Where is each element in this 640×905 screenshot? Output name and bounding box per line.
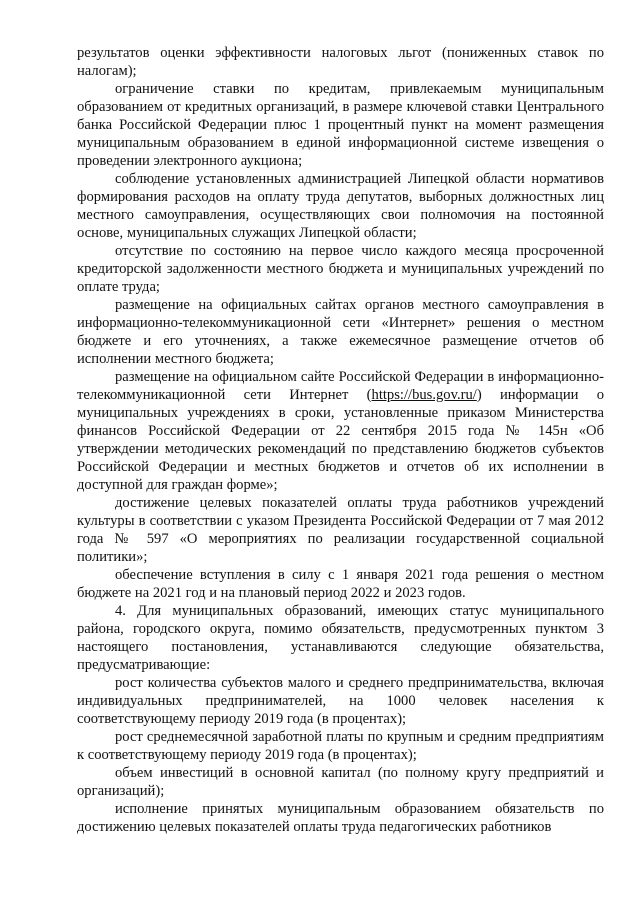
paragraph-small-business-growth: рост количества субъектов малого и среднего предпринимательства, включая индивидуальных предпринимателей, на 1000 человек населения к соответствующему периоду 2019 года (в процентах); <box>77 675 604 727</box>
paragraph-budget-effective-date: обеспечение вступления в силу с 1 января 2021 года решения о местном бюджете на 2021 год и на плановый период 2022 и 2023 годов. <box>77 567 604 601</box>
paragraph-text-after-link: ) информации о муниципальных учреждениях в сроки, установленные приказом Министерства финансов Российской Федерации от 22 сентября 2015 года № 145н «Об утверждении методических рекомендаций по представлению бюджетов субъектов Российской Федерации и местных бюджетов и отчетов об их исполнении в доступной для граждан форме»; <box>77 387 605 493</box>
paragraph-no-overdue-debt: отсутствие по состоянию на первое число каждого месяца просроченной кредиторской задолженности местного бюджета и муниципальных учреждений по оплате труда; <box>77 243 604 295</box>
paragraph-section-4-intro: 4. Для муниципальных образований, имеющих статус муниципального района, городского округа, помимо обязательств, предусмотренных пунктом 3 настоящего постановления, устанавливаются следующие обязательства, предусматривающие: <box>77 603 604 673</box>
paragraph-continuation: результатов оценки эффективности налоговых льгот (пониженных ставок по налогам); <box>77 45 604 79</box>
paragraph-bus-gov-publication <box>77 368 604 494</box>
paragraph-budget-publication: размещение на официальных сайтах органов местного самоуправления в информационно-телекоммуникационной сети «Интернет» решения о местном бюджете и его уточнениях, а также ежемесячное размещение отчетов об исполнении местного бюджета; <box>77 297 604 367</box>
bus-gov-link[interactable]: https://bus.gov.ru/ <box>371 387 477 403</box>
paragraph-salary-norms: соблюдение установленных администрацией Липецкой области нормативов формирования расходов на оплату труда депутатов, выборных должностных лиц местного самоуправления, осуществляющих свои полномочия на постоянной основе, муниципальных служащих Липецкой области; <box>77 171 604 241</box>
paragraph-credit-rate-limit: ограничение ставки по кредитам, привлекаемым муниципальным образованием от кредитных организаций, в размере ключевой ставки Центрального банка Российской Федерации плюс 1 процентный пункт на момент размещения муниципальным образованием в единой информационной системе извещения о проведении электронного аукциона; <box>77 81 604 169</box>
paragraph-investment-volume: объем инвестиций в основной капитал (по полному кругу предприятий и организаций); <box>77 765 604 799</box>
paragraph-culture-salary-targets: достижение целевых показателей оплаты труда работников учреждений культуры в соответствии с указом Президента Российской Федерации от 7 мая 2012 года № 597 «О мероприятиях по реализации государственной социальной политики»; <box>77 495 604 565</box>
paragraph-wage-growth: рост среднемесячной заработной платы по крупным и средним предприятиям к соответствующему периоду 2019 года (в процентах); <box>77 729 604 763</box>
paragraph-teacher-salary-targets: исполнение принятых муниципальным образованием обязательств по достижению целевых показателей оплаты труда педагогических работников <box>77 801 604 835</box>
paragraph-text-before-link: размещение на официальном сайте Российской Федерации в информационно-телекоммуникационной сети Интернет ( <box>77 369 604 403</box>
